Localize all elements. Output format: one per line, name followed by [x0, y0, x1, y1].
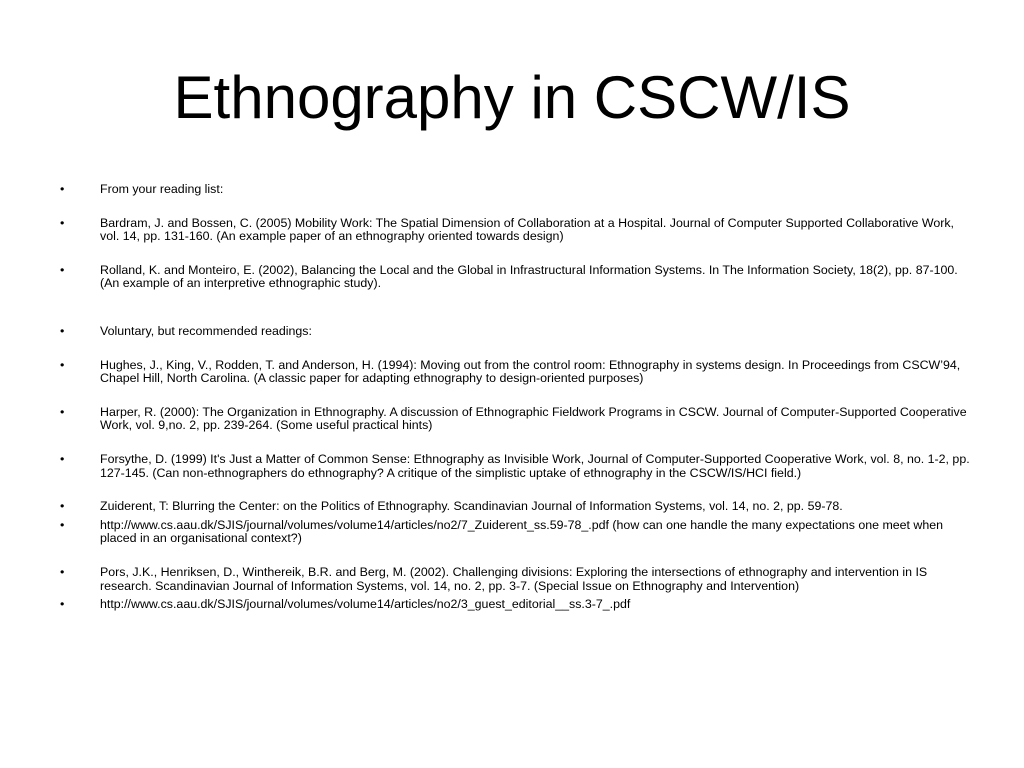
- bullet-text: http://www.cs.aau.dk/SJIS/journal/volumes/volume14/articles/no2/7_Zuiderent_ss.59-78_.pdf (how can one handle the many expectations one meet when placed in an organisational context?): [100, 517, 944, 546]
- bullet-text: Harper, R. (2000): The Organization in Ethnography. A discussion of Ethnographic Fieldwork Programs in CSCW. Journal of Computer-Supported Cooperative Work, vol. 9,no. 2, pp. 239-264. (Some useful practical hints): [100, 404, 967, 433]
- bullet-item: [60, 406, 970, 433]
- bullet-item: [60, 217, 970, 244]
- bullet-marker: •: [60, 357, 65, 372]
- bullet-item: [60, 519, 970, 546]
- bullet-item: [60, 566, 970, 593]
- bullet-text: Rolland, K. and Monteiro, E. (2002), Balancing the Local and the Global in Infrastructural Information Systems. In The Information Society, 18(2), pp. 87-100. (An example of an interpretive ethnographic study).: [100, 262, 958, 291]
- bullet-marker: •: [60, 404, 65, 419]
- bullet-item: [60, 500, 970, 514]
- bullet-text: Forsythe, D. (1999) It's Just a Matter of Common Sense: Ethnography as Invisible Work, Journal of Computer-Supported Cooperative Work, vol. 8, no. 1-2, pp. 127-145. (Can non-ethnographers do ethnography? A critique of the simplistic uptake of ethnography in the CSCW/IS/HCI field.): [100, 451, 970, 480]
- bullet-marker: •: [60, 499, 65, 514]
- bullet-marker: •: [60, 182, 65, 196]
- bullet-list: [60, 183, 970, 612]
- bullet-marker: •: [60, 451, 65, 466]
- bullet-marker: •: [60, 323, 65, 338]
- bullet-text: Hughes, J., King, V., Rodden, T. and Anderson, H. (1994): Moving out from the control room: Ethnography in systems design. In Proceedings from CSCW’94, Chapel Hill, North Carolina. (A classic paper for adapting ethnography to design-oriented purposes): [100, 357, 961, 386]
- bullet-text: From your reading list:: [100, 182, 224, 196]
- bullet-marker: •: [60, 262, 65, 277]
- bullet-item: [60, 183, 970, 197]
- slide-title: Ethnography in CSCW/IS: [173, 64, 851, 131]
- bullet-marker: •: [60, 215, 65, 230]
- bullet-item: [60, 264, 970, 291]
- bullet-marker: •: [60, 517, 65, 532]
- bullet-text: Zuiderent, T: Blurring the Center: on the Politics of Ethnography. Scandinavian Journal of Information Systems, vol. 14, no. 2, pp. 59-78.: [100, 499, 843, 514]
- bullet-text: http://www.cs.aau.dk/SJIS/journal/volumes/volume14/articles/no2/3_guest_editorial__ss.3-7_.pdf: [100, 597, 631, 612]
- bullet-item: [60, 453, 970, 480]
- bullet-item: [60, 325, 970, 339]
- bullet-text: Voluntary, but recommended readings:: [100, 323, 312, 338]
- bullet-text: Bardram, J. and Bossen, C. (2005) Mobility Work: The Spatial Dimension of Collaboration at a Hospital. Journal of Computer Supported Collaborative Work, vol. 14, pp. 131-160. (An example paper of an ethnography oriented towards design): [100, 215, 954, 244]
- bullet-text: Pors, J.K., Henriksen, D., Winthereik, B.R. and Berg, M. (2002). Challenging divisions: Exploring the intersections of ethnography and intervention in IS research. Scandinavian Journal of Information Systems, vol. 14, no. 2, pp. 3-7. (Special Issue on Ethnography and Intervention): [100, 564, 928, 593]
- bullet-item: [60, 359, 970, 386]
- bullet-marker: •: [60, 597, 65, 612]
- bullet-marker: •: [60, 564, 65, 579]
- bullet-item: [60, 598, 970, 612]
